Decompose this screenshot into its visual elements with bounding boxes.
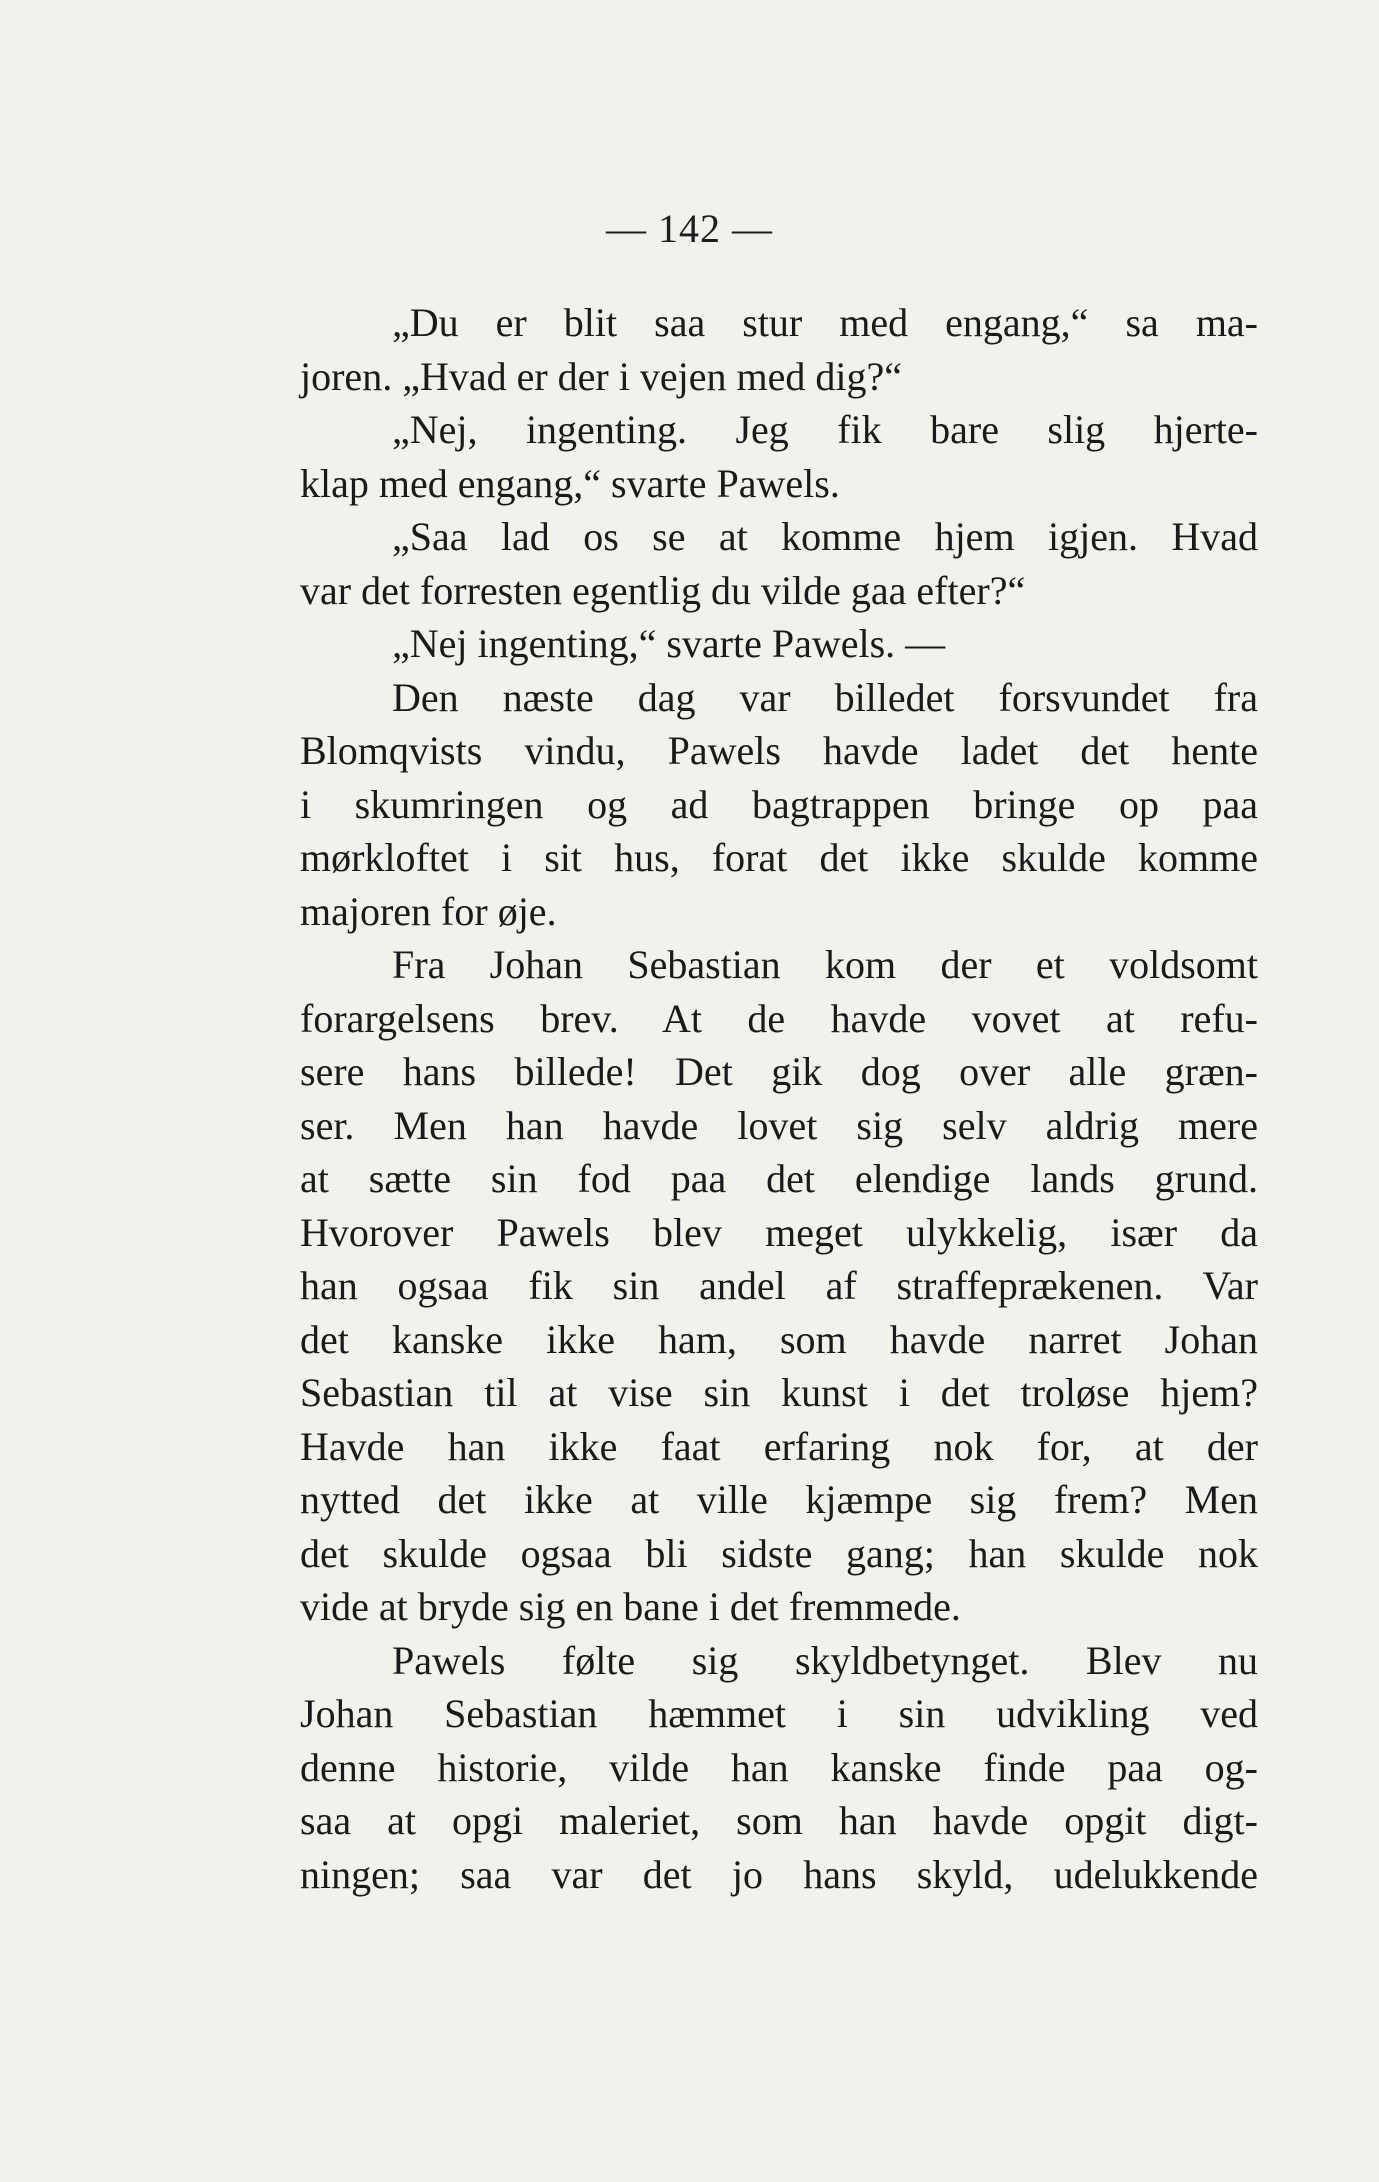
text-line: Havde han ikke faat erfaring nok for, at der [300,1423,1258,1469]
text-line: det kanske ikke ham, som havde narret Johan [300,1316,1258,1362]
text-line: var det forresten egentlig du vilde gaa efter?“ [300,567,1026,613]
text-line: Fra Johan Sebastian kom der et voldsomt [392,942,1258,987]
text-line: han ogsaa fik sin andel af straffeprækenen. Var [300,1263,1258,1308]
text-line: ningen; saa var det jo hans skyld, udelukkende [300,1851,1258,1897]
text-line: „Nej, ingenting. Jeg fik bare slig hjerte- [392,407,1258,452]
text-line: „Nej ingenting,“ svarte Pawels. — [392,621,946,666]
text-line: Den næste dag var billedet forsvundet fra [392,674,1258,720]
text-line: klap med engang,“ svarte Pawels. [300,460,840,506]
text-line: forargelsens brev. At de havde vovet at refu- [300,995,1258,1041]
text-line: mørkloftet i sit hus, forat det ikke skulde komme [300,835,1258,880]
text-line: joren. „Hvad er der i vejen med dig?“ [300,353,902,399]
body-text [300,296,1258,1901]
text-line: sere hans billede! Det gik dog over alle græn- [300,1049,1258,1094]
page-number: — 142 — [606,206,773,251]
text-line: Blomqvists vindu, Pawels havde ladet det hente [300,728,1258,773]
text-line: „Saa lad os se at komme hjem igjen. Hvad [392,514,1258,559]
text-line: ser. Men han havde lovet sig selv aldrig mere [300,1102,1258,1148]
text-line: Hvorover Pawels blev meget ulykkelig, især da [300,1209,1258,1255]
text-line: i skumringen og ad bagtrappen bringe op paa [300,781,1258,827]
text-line: Sebastian til at vise sin kunst i det troløse hjem? [300,1370,1258,1415]
text-line: det skulde ogsaa bli sidste gang; han skulde nok [300,1530,1258,1576]
text-line: Pawels følte sig skyldbetynget. Blev nu [392,1637,1258,1683]
text-line: at sætte sin fod paa det elendige lands grund. [300,1156,1258,1201]
text-line: nytted det ikke at ville kjæmpe sig frem? Men [300,1477,1258,1522]
text-line: vide at bryde sig en bane i det fremmede. [300,1584,961,1629]
text-line: Johan Sebastian hæmmet i sin udvikling ved [300,1691,1258,1736]
text-line: majoren for øje. [300,888,557,934]
text-line: denne historie, vilde han kanske finde paa og- [300,1744,1258,1790]
text-line: „Du er blit saa stur med engang,“ sa ma- [392,300,1258,345]
text-line: saa at opgi maleriet, som han havde opgit digt- [300,1798,1258,1843]
